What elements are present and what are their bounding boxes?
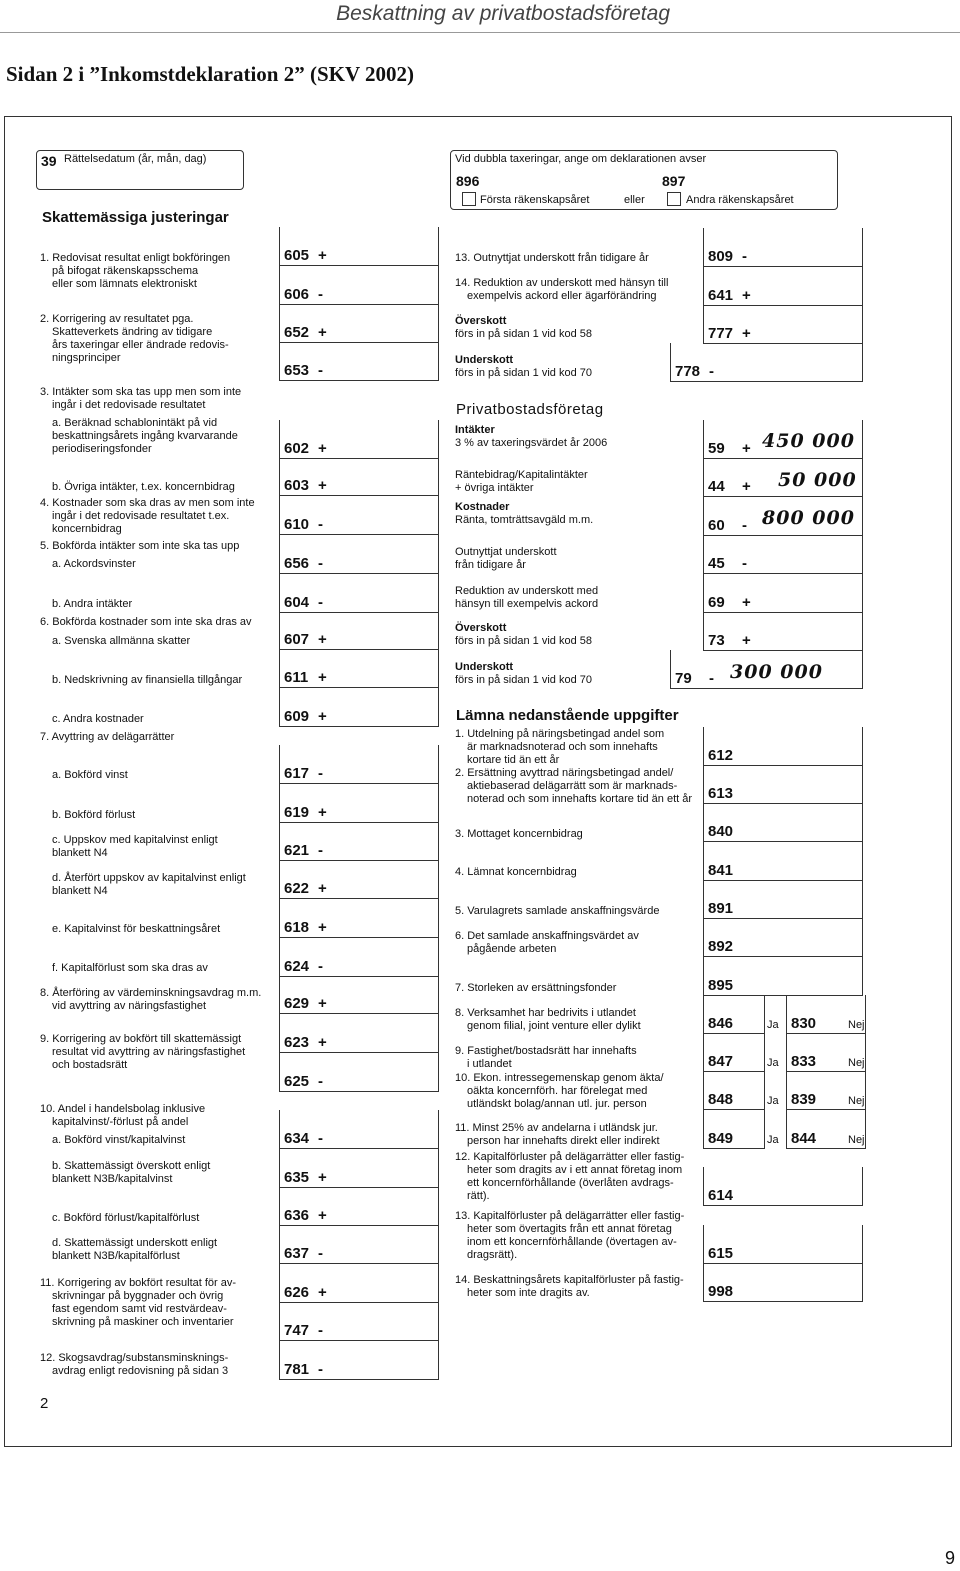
right-top-row-3-line: förs in på sidan 1 vid kod 70	[455, 367, 592, 379]
pbf-row-2-line: Ränta, tomträttsavgäld m.m.	[455, 514, 594, 526]
info-row-11-line: heter som dragits av i ett annat företag inom	[467, 1164, 683, 1176]
info-row-11-line: ett koncernförhållande (överlåten avdrags-	[467, 1177, 674, 1189]
left-row-26-line: blankett N3B/kapitalförlust	[52, 1250, 180, 1262]
code-781: 781	[284, 1361, 310, 1378]
info-row-5-line: 6. Det samlade anskaffningsvärdet av	[455, 930, 639, 942]
code-615: 615	[708, 1245, 734, 1262]
sign-607: +	[318, 631, 327, 648]
sign-610: -	[318, 516, 323, 533]
sign-611: +	[318, 669, 327, 686]
code-44: 44	[708, 478, 725, 495]
sign-625: -	[318, 1073, 323, 1090]
pbf-row-5-line: förs in på sidan 1 vid kod 58	[455, 635, 592, 647]
code-998: 998	[708, 1283, 734, 1300]
pbf-row-6-line: förs in på sidan 1 vid kod 70	[455, 674, 592, 686]
left-row-0-line: 1. Redovisat resultat enligt bokföringen	[40, 252, 231, 264]
sign-626: +	[318, 1284, 327, 1301]
left-row-5-line: koncernbidrag	[52, 523, 122, 535]
info-row-13-line: heter som inte dragits av.	[467, 1287, 590, 1299]
pbf-row-3-line: Outnyttjat underskott	[455, 546, 557, 558]
sign-634: -	[318, 1130, 323, 1147]
left-row-22-line: kapitalvinst/-förlust på andel	[52, 1116, 189, 1128]
code-611: 611	[284, 669, 309, 686]
sign-778: -	[709, 363, 714, 380]
left-row-17-line: blankett N4	[52, 885, 108, 897]
sign-637: -	[318, 1245, 323, 1262]
code-606: 606	[284, 286, 310, 303]
left-row-0-line: på bifogat räkenskapsschema	[52, 265, 199, 277]
sign-59: +	[742, 440, 751, 457]
left-row-28-line: 12. Skogsavdrag/substansminsknings-	[40, 1352, 229, 1364]
info-row-6-line: 7. Storleken av ersättningsfonder	[455, 982, 617, 994]
info-row-7-line: 8. Verksamhet har bedrivits i utlandet	[455, 1007, 636, 1019]
header-rule	[0, 32, 960, 33]
left-row-3-line: beskattningsårets ingång kvarvarande	[52, 430, 238, 442]
correction-date-label: Rättelsedatum (år, mån, dag)	[64, 153, 207, 165]
sign-636: +	[318, 1207, 327, 1224]
code-891: 891	[708, 900, 734, 917]
code-830: 830	[791, 1015, 817, 1032]
code-625: 625	[284, 1073, 310, 1090]
info-row-5-line: pågående arbeten	[467, 943, 557, 955]
info-row-4-line: 5. Varulagrets samlade anskaffningsvärde	[455, 905, 660, 917]
sign-609: +	[318, 708, 327, 725]
other-year-checkbox[interactable]	[667, 192, 681, 206]
info-row-0-line: 1. Utdelning på näringsbetingad andel som	[455, 728, 665, 740]
left-row-16-line: blankett N4	[52, 847, 108, 859]
left-row-21-line: och bostadsrätt	[52, 1059, 128, 1071]
info-row-1-line: aktiebaserad delägarrätt som är marknads-	[467, 780, 678, 792]
left-row-27-line: 11. Korrigering av bokfört resultat för av-	[40, 1277, 237, 1289]
left-row-18-line: e. Kapitalvinst för beskattningsåret	[52, 923, 221, 935]
left-row-14-line: a. Bokförd vinst	[52, 769, 128, 781]
amount-field-73[interactable]	[703, 612, 863, 651]
yes-label: Ja	[767, 1057, 779, 1069]
sign-79: -	[709, 670, 714, 687]
code-602: 602	[284, 440, 310, 457]
left-row-27-line: fast egendom samt vid restvärdeav-	[52, 1303, 227, 1315]
sign-624: -	[318, 958, 323, 975]
sign-652: +	[318, 324, 327, 341]
outer-page-number: 9	[945, 1548, 956, 1568]
code-652: 652	[284, 324, 310, 341]
pbf-row-0-line: 3 % av taxeringsvärdet år 2006	[455, 437, 608, 449]
code-848: 848	[708, 1091, 734, 1108]
sign-602: +	[318, 440, 327, 457]
left-row-13-line: 7. Avyttring av delägarrätter	[40, 731, 175, 743]
code-847: 847	[708, 1053, 734, 1070]
code-641: 641	[708, 287, 734, 304]
info-row-2-line: 3. Mottaget koncernbidrag	[455, 828, 583, 840]
code-636: 636	[284, 1207, 310, 1224]
sign-606: -	[318, 286, 323, 303]
info-row-1-line: noterad och som innehafts kortare tid än ett år	[467, 793, 693, 805]
first-year-checkbox[interactable]	[462, 192, 476, 206]
or-label: eller	[624, 194, 645, 206]
info-row-12-line: dragsrätt).	[467, 1249, 518, 1261]
code-39: 39	[41, 153, 57, 169]
code-778: 778	[675, 363, 701, 380]
yes-label: Ja	[767, 1095, 779, 1107]
info-row-1-line: 2. Ersättning avyttrad näringsbetingad andel/	[455, 767, 674, 779]
handwritten-amount: 450 000	[762, 430, 855, 452]
info-row-10-line: person har innehafts direkt eller indirekt	[467, 1135, 660, 1147]
inner-page-number: 2	[40, 1395, 49, 1412]
code-897: 897	[662, 173, 686, 189]
handwritten-amount: 300 000	[730, 661, 823, 683]
left-row-25-line: c. Bokförd förlust/kapitalförlust	[52, 1212, 200, 1224]
code-629: 629	[284, 995, 310, 1012]
code-622: 622	[284, 880, 310, 897]
pbf-row-2-line: Kostnader	[455, 501, 510, 513]
info-row-11-line: rätt).	[467, 1190, 490, 1202]
sign-641: +	[742, 287, 751, 304]
left-row-10-line: a. Svenska allmänna skatter	[52, 635, 191, 647]
right-top-row-2-line: Överskott	[455, 315, 507, 327]
left-row-1-line: ningsprinciper	[52, 352, 121, 364]
no-label: Nej	[848, 1134, 865, 1146]
left-row-27-line: skrivningar på byggnader och övrig	[52, 1290, 224, 1302]
info-row-9-line: 10. Ekon. intressegemenskap genom äkta/	[455, 1072, 664, 1084]
pbf-row-0-line: Intäkter	[455, 424, 495, 436]
pbf-row-1-line: Räntebidrag/Kapitalintäkter	[455, 469, 588, 481]
code-623: 623	[284, 1034, 310, 1051]
code-747: 747	[284, 1322, 310, 1339]
right-top-row-1-line: 14. Reduktion av underskott med hänsyn till	[455, 277, 669, 289]
code-849: 849	[708, 1130, 734, 1147]
section-title-info: Lämna nedanstående uppgifter	[456, 707, 679, 724]
sign-605: +	[318, 247, 327, 264]
no-label: Nej	[848, 1057, 865, 1069]
left-row-2-line: ingår i det redovisade resultatet	[52, 399, 206, 411]
section-title-private-housing: Privatbostadsföretag	[456, 401, 604, 418]
info-row-3-line: 4. Lämnat koncernbidrag	[455, 866, 577, 878]
sign-60: -	[742, 517, 747, 534]
code-635: 635	[284, 1169, 310, 1186]
left-row-2-line: 3. Intäkter som ska tas upp men som inte	[40, 386, 242, 398]
sign-629: +	[318, 995, 327, 1012]
left-row-9-line: 6. Bokförda kostnader som inte ska dras av	[40, 616, 252, 628]
sign-617: -	[318, 765, 323, 782]
pbf-row-1-line: + övriga intäkter	[455, 482, 534, 494]
sign-653: -	[318, 362, 323, 379]
left-row-3-line: periodiseringsfonder	[52, 443, 152, 455]
amount-field-69[interactable]	[703, 574, 863, 613]
code-609: 609	[284, 708, 310, 725]
sign-604: -	[318, 594, 323, 611]
left-row-21-line: resultat vid avyttring av näringsfastighet	[52, 1046, 246, 1058]
code-839: 839	[791, 1091, 817, 1108]
left-row-28-line: avdrag enligt redovisning på sidan 3	[52, 1365, 229, 1377]
right-top-row-1-line: exempelvis ackord eller ägarförändring	[467, 290, 657, 302]
sign-618: +	[318, 919, 327, 936]
code-844: 844	[791, 1130, 817, 1147]
code-621: 621	[284, 842, 310, 859]
info-row-12-line: inom ett koncernförhållande (övertagen av-	[467, 1236, 677, 1248]
no-label: Nej	[848, 1019, 865, 1031]
right-top-row-0-line: 13. Outnyttjat underskott från tidigare år	[455, 252, 649, 264]
sign-621: -	[318, 842, 323, 859]
code-613: 613	[708, 785, 734, 802]
pbf-row-5-line: Överskott	[455, 622, 507, 634]
sign-619: +	[318, 804, 327, 821]
page-heading: Sidan 2 i ”Inkomstdeklaration 2” (SKV 2002)	[6, 62, 415, 86]
sign-777: +	[742, 325, 751, 342]
left-row-4-line: b. Övriga intäkter, t.ex. koncernbidrag	[52, 481, 235, 493]
info-row-0-line: kortare tid än ett år	[467, 754, 560, 766]
code-603: 603	[284, 477, 310, 494]
code-617: 617	[284, 765, 310, 782]
left-row-22-line: 10. Andel i handelsbolag inklusive	[40, 1103, 206, 1115]
code-637: 637	[284, 1245, 310, 1262]
pbf-row-4-line: hänsyn till exempelvis ackord	[455, 598, 599, 610]
left-row-21-line: 9. Korrigering av bokfört till skattemässigt	[40, 1033, 242, 1045]
no-label: Nej	[848, 1095, 865, 1107]
left-row-20-line: vid avyttring av näringsfastighet	[52, 1000, 207, 1012]
code-73: 73	[708, 632, 725, 649]
code-809: 809	[708, 248, 734, 265]
sign-656: -	[318, 555, 323, 572]
code-59: 59	[708, 440, 725, 457]
pbf-row-6-line: Underskott	[455, 661, 514, 673]
info-row-11-line: 12. Kapitalförluster på delägarrätter eller fastig-	[455, 1151, 685, 1163]
left-row-23-line: a. Bokförd vinst/kapitalvinst	[52, 1134, 186, 1146]
info-row-12-line: 13. Kapitalförluster på delägarrätter eller fastig-	[455, 1210, 685, 1222]
pbf-row-4-line: Reduktion av underskott med	[455, 585, 599, 597]
amount-field-45[interactable]	[703, 535, 863, 574]
left-row-20-line: 8. Återföring av värdeminskningsavdrag m.m.	[40, 987, 262, 999]
sign-44: +	[742, 478, 751, 495]
left-row-1-line: års taxeringar eller ändrade redovis-	[52, 339, 229, 351]
first-year-label: Första räkenskapsåret	[480, 194, 590, 206]
sign-73: +	[742, 632, 751, 649]
left-row-1-line: 2. Korrigering av resultatet pga.	[40, 313, 194, 325]
document-header: Beskattning av privatbostadsföretag	[336, 2, 670, 25]
info-row-9-line: utländskt bolag/annan utl. jur. person	[467, 1098, 647, 1110]
info-row-7-line: genom filial, joint venture eller dylikt	[467, 1020, 641, 1032]
code-612: 612	[708, 747, 734, 764]
left-row-5-line: 4. Kostnader som ska dras av men som inte	[40, 497, 255, 509]
left-row-26-line: d. Skattemässigt underskott enligt	[52, 1237, 218, 1249]
sign-45: -	[742, 555, 747, 572]
left-row-3-line: a. Beräknad schablonintäkt på vid	[52, 417, 218, 429]
dual-taxation-label: Vid dubbla taxeringar, ange om deklarationen avser	[455, 153, 707, 165]
code-840: 840	[708, 823, 734, 840]
left-row-1-line: Skatteverkets ändring av tidigare	[52, 326, 213, 338]
code-833: 833	[791, 1053, 817, 1070]
right-top-row-2-line: förs in på sidan 1 vid kod 58	[455, 328, 592, 340]
code-624: 624	[284, 958, 310, 975]
info-row-10-line: 11. Minst 25% av andelarna i utländsk jur.	[455, 1122, 658, 1134]
left-row-5-line: ingår i det redovisade resultatet t.ex.	[52, 510, 230, 522]
code-846: 846	[708, 1015, 734, 1032]
code-841: 841	[708, 862, 734, 879]
section-title-adjustments: Skattemässiga justeringar	[42, 209, 229, 226]
sign-623: +	[318, 1034, 327, 1051]
pbf-row-3-line: från tidigare år	[455, 559, 526, 571]
sign-622: +	[318, 880, 327, 897]
sign-635: +	[318, 1169, 327, 1186]
other-year-label: Andra räkenskapsåret	[686, 194, 794, 206]
code-895: 895	[708, 977, 734, 994]
sign-809: -	[742, 248, 747, 265]
info-row-13-line: 14. Beskattningsårets kapitalförluster på fastig-	[455, 1274, 684, 1286]
left-row-19-line: f. Kapitalförlust som ska dras av	[52, 962, 208, 974]
code-69: 69	[708, 594, 725, 611]
left-row-11-line: b. Nedskrivning av finansiella tillgångar	[52, 674, 243, 686]
right-top-row-3-line: Underskott	[455, 354, 514, 366]
code-60: 60	[708, 517, 725, 534]
yes-label: Ja	[767, 1134, 779, 1146]
handwritten-amount: 800 000	[762, 507, 855, 529]
info-row-12-line: heter som övertagits från ett annat företag	[467, 1223, 672, 1235]
left-row-24-line: blankett N3B/kapitalvinst	[52, 1173, 173, 1185]
left-row-16-line: c. Uppskov med kapitalvinst enligt	[52, 834, 218, 846]
code-634: 634	[284, 1130, 310, 1147]
code-614: 614	[708, 1187, 734, 1204]
sign-603: +	[318, 477, 327, 494]
code-618: 618	[284, 919, 310, 936]
info-row-9-line: oäkta koncernförh. har förelegat med	[467, 1085, 648, 1097]
code-619: 619	[284, 804, 310, 821]
code-653: 653	[284, 362, 310, 379]
left-row-27-line: skrivning på maskiner och inventarier	[52, 1316, 234, 1328]
code-607: 607	[284, 631, 310, 648]
left-row-15-line: b. Bokförd förlust	[52, 809, 136, 821]
handwritten-amount: 50 000	[778, 469, 857, 491]
left-row-8-line: b. Andra intäkter	[52, 598, 133, 610]
sign-747: -	[318, 1322, 323, 1339]
left-row-6-line: 5. Bokförda intäkter som inte ska tas upp	[40, 540, 240, 552]
left-row-24-line: b. Skattemässigt överskott enligt	[52, 1160, 211, 1172]
code-610: 610	[284, 516, 310, 533]
code-896: 896	[456, 173, 480, 189]
code-605: 605	[284, 247, 310, 264]
code-604: 604	[284, 594, 310, 611]
code-777: 777	[708, 325, 734, 342]
code-79: 79	[675, 670, 692, 687]
sign-781: -	[318, 1361, 323, 1378]
info-row-8-line: 9. Fastighet/bostadsrätt har innehafts	[455, 1045, 637, 1057]
code-626: 626	[284, 1284, 310, 1301]
code-892: 892	[708, 938, 734, 955]
yes-label: Ja	[767, 1019, 779, 1031]
info-row-0-line: är marknadsnoterad och som innehafts	[467, 741, 658, 753]
info-row-8-line: i utlandet	[467, 1058, 512, 1070]
sign-69: +	[742, 594, 751, 611]
left-row-12-line: c. Andra kostnader	[52, 713, 144, 725]
left-row-17-line: d. Återfört uppskov av kapitalvinst enligt	[52, 872, 246, 884]
code-45: 45	[708, 555, 725, 572]
left-row-0-line: eller som lämnats elektroniskt	[52, 278, 197, 290]
code-656: 656	[284, 555, 310, 572]
left-row-7-line: a. Ackordsvinster	[52, 558, 136, 570]
